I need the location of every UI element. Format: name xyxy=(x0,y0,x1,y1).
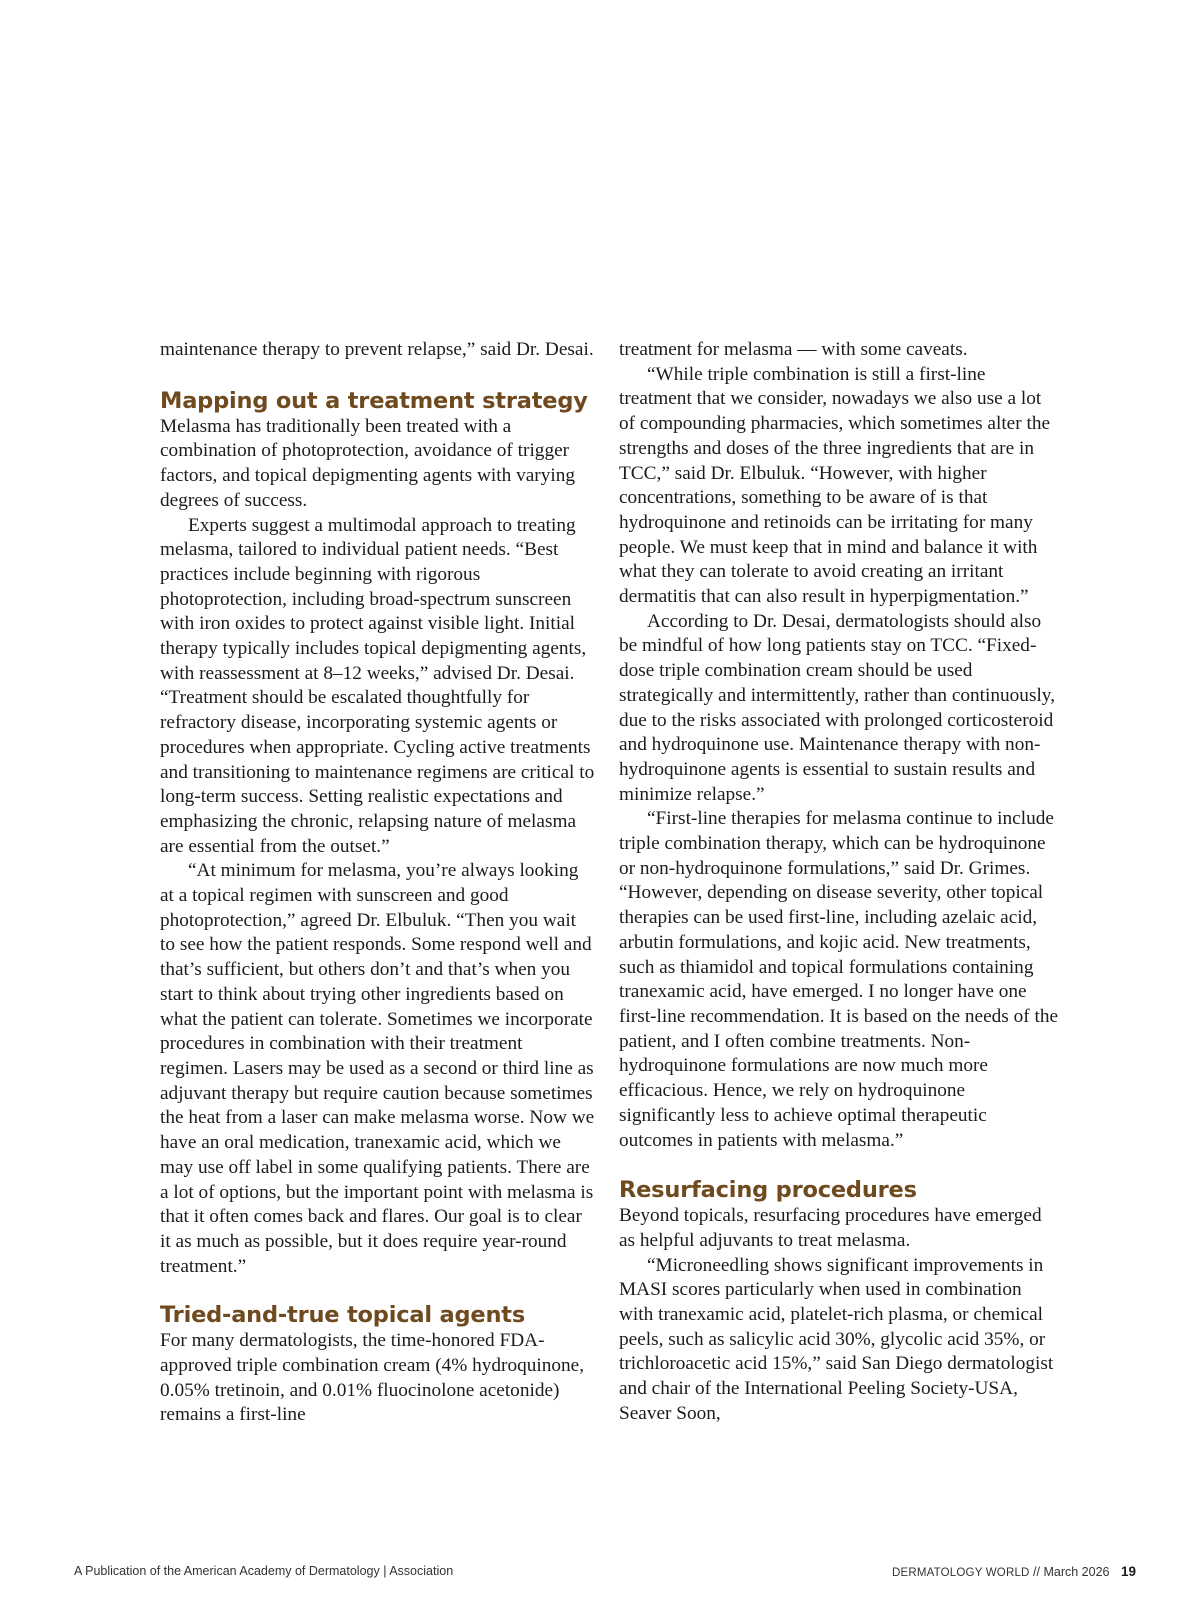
magazine-name: DERMATOLOGY WORLD xyxy=(891,1567,1030,1579)
body-paragraph: Beyond topicals, resurfacing procedures have emerged as helpful adjuvants to treat melasma. xyxy=(619,1205,1042,1251)
footer-publisher: A Publication of the American Academy of Dermatology | Association xyxy=(74,1564,454,1578)
body-paragraph: For many dermatologists, the time-honored FDA-approved triple combination cream (4% hydroquinone, 0.05% tretinoin, and 0.01% fluocinolone acetonide) remains a first-line xyxy=(160,1330,585,1426)
body-paragraph: “Microneedling shows significant improvements in MASI scores particularly when used in combination with tranexamic acid, platelet-rich plasma, or chemical peels, such as salicylic acid 30%, glycolic acid 35%, or trichloroacetic acid 15%,” said San Diego dermatologist and chair of the International Peeling Society-USA, Seaver Soon, xyxy=(619,1254,1054,1424)
right-column xyxy=(619,338,1059,1427)
left-column xyxy=(160,338,595,1428)
issue-date: // March 2026 xyxy=(1033,1565,1110,1579)
page-number: 19 xyxy=(1120,1564,1136,1579)
section-heading-topical-agents: Tried-and-true topical agents xyxy=(160,1302,526,1329)
section-heading-mapping: Mapping out a treatment strategy xyxy=(160,387,588,414)
body-paragraph: According to Dr. Desai, dermatologists should also be mindful of how long patients stay on TCC. “Fixed-dose triple combination cream should be used strategically and intermittently, rather than continuously, due to the risks associated with prolonged corticosteroid and hydroquinone use. Maintenance therapy with non-hydroquinone agents is essential to sustain results and minimize relapse.” xyxy=(619,610,1056,805)
body-paragraph: “At minimum for melasma, you’re always looking at a topical regimen with sunscreen and good photoprotection,” agreed Dr. Elbuluk. “Then you wait to see how the patient responds. Some respond well and that’s sufficient, but others don’t and that’s when you start to think about trying other ingredients based on what the patient can tolerate. Sometimes we incorporate procedures in combination with their treatment regimen. Lasers may be used as a second or third line as adjuvant therapy but require caution because sometimes the heat from a laser can make melasma worse. Now we have an oral medication, tranexamic acid, which we may use off label in some qualifying patients. There are a lot of options, but the important point with melasma is that it often comes back and flares. Our goal is to clear it as much as possible, but it does require year-round treatment.” xyxy=(160,860,595,1277)
body-paragraph: Melasma has traditionally been treated with a combination of photoprotection, avoidance of trigger factors, and topical depigmenting agents with varying degrees of success. xyxy=(160,415,575,511)
section-heading-resurfacing: Resurfacing procedures xyxy=(619,1177,917,1204)
continued-paragraph: treatment for melasma — with some caveats. xyxy=(619,339,968,360)
continued-paragraph: maintenance therapy to prevent relapse,” said Dr. Desai. xyxy=(160,339,594,360)
body-paragraph: Experts suggest a multimodal approach to treating melasma, tailored to individual patient needs. “Best practices include beginning with rigorous photoprotection, including broad-spectrum sunscreen with iron oxides to protect against visible light. Initial therapy typically includes topical depigmenting agents, with reassessment at 8–12 weeks,” advised Dr. Desai. “Treatment should be escalated thoughtfully for refractory disease, incorporating systemic agents or procedures when appropriate. Cycling active treatments and transitioning to maintenance regimens are critical to long-term success. Setting realistic expectations and emphasizing the chronic, relapsing nature of melasma are essential from the outset.” xyxy=(160,514,595,857)
body-paragraph: “First-line therapies for melasma continue to include triple combination therapy, which can be hydroquinone or non-hydroquinone formulations,” said Dr. Grimes. “However, depending on disease severity, other topical therapies can be used first-line, including azelaic acid, arbutin formulations, and kojic acid. New treatments, such as thiamidol and topical formulations containing tranexamic acid, have emerged. I no longer have one first-line recommendation. It is based on the needs of the patient, and I often combine treatments. Non-hydroquinone formulations are now much more efficacious. Hence, we rely on hydroquinone significantly less to achieve optimal therapeutic outcomes in patients with melasma.” xyxy=(619,808,1059,1151)
footer-masthead xyxy=(892,1564,1136,1579)
body-paragraph: “While triple combination is still a first-line treatment that we consider, nowadays we also use a lot of compounding pharmacies, which sometimes alter the strengths and doses of the three ingredients that are in TCC,” said Dr. Elbuluk. “However, with higher concentrations, something to be aware of is that hydroquinone and retinoids can be irritating for many people. We must keep that in mind and balance it with what they can tolerate to avoid creating an irritant dermatitis that can also result in hyperpigmentation.” xyxy=(619,363,1051,608)
